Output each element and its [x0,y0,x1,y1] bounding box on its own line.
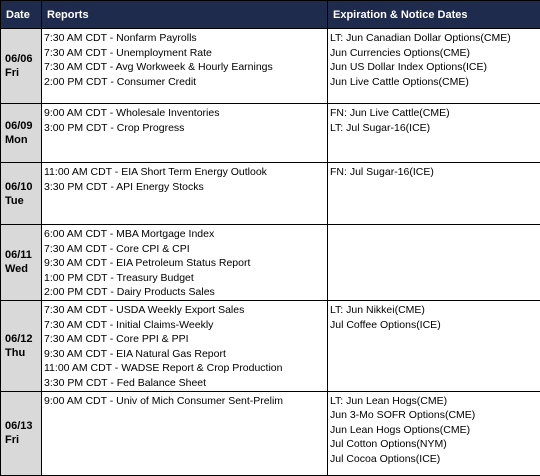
table-row [1,225,540,301]
expiration-item: Jul Coffee Options(ICE) [330,318,540,333]
header-date: Date [1,1,42,29]
expiration-item: Jun Live Cattle Options(CME) [330,75,540,90]
date-label: 06/09 [5,119,41,133]
weekday-label: Fri [5,433,41,447]
report-item: 9:30 AM CDT - EIA Petroleum Status Report [44,256,327,271]
expiration-item: LT: Jun Canadian Dollar Options(CME) [330,31,540,46]
reports-cell [42,163,328,225]
date-cell [1,29,42,104]
expiration-item: Jul Cotton Options(NYM) [330,437,540,452]
date-cell [1,300,42,391]
date-cell [1,391,42,475]
report-item: 11:00 AM CDT - EIA Short Term Energy Outlook [44,165,327,180]
expiration-item: FN: Jun Live Cattle(CME) [330,106,540,121]
report-item: 7:30 AM CDT - USDA Weekly Export Sales [44,303,327,318]
date-label: 06/06 [5,52,41,66]
reports-cell [42,391,328,475]
report-item: 7:30 AM CDT - Initial Claims-Weekly [44,318,327,333]
weekday-label: Thu [5,346,41,360]
table-row [1,29,540,104]
report-item: 3:30 PM CDT - API Energy Stocks [44,180,327,195]
weekday-label: Fri [5,66,41,80]
report-item: 7:30 AM CDT - Core PPI & PPI [44,332,327,347]
header-reports: Reports [42,1,328,29]
expiration-item: FN: Jul Sugar-16(ICE) [330,165,540,180]
report-item: 3:30 PM CDT - Fed Balance Sheet [44,376,327,391]
expiration-cell [328,300,540,391]
expiration-item: Jun US Dollar Index Options(ICE) [330,60,540,75]
expiration-item: Jun Lean Hogs Options(CME) [330,423,540,438]
reports-cell [42,104,328,163]
table-row [1,104,540,163]
weekday-label: Wed [5,262,41,276]
expiration-item: LT: Jul Sugar-16(ICE) [330,121,540,136]
expiration-cell [328,225,540,301]
weekday-label: Mon [5,133,41,147]
header-row [1,1,540,29]
expiration-item: LT: Jun Nikkei(CME) [330,303,540,318]
expiration-cell [328,391,540,475]
report-item: 3:00 PM CDT - Crop Progress [44,121,327,136]
report-item: 7:30 AM CDT - Unemployment Rate [44,46,327,61]
report-item: 9:00 AM CDT - Wholesale Inventories [44,106,327,121]
expiration-cell [328,29,540,104]
header-expiration: Expiration & Notice Dates [328,1,540,29]
report-item: 7:30 AM CDT - Avg Workweek & Hourly Earnings [44,60,327,75]
expiration-item: Jun 3-Mo SOFR Options(CME) [330,408,540,423]
weekday-label: Tue [5,194,41,208]
report-item: 1:00 PM CDT - Treasury Budget [44,271,327,286]
date-label: 06/11 [5,248,41,262]
reports-cell [42,29,328,104]
report-item: 9:30 AM CDT - EIA Natural Gas Report [44,347,327,362]
report-item: 11:00 AM CDT - WADSE Report & Crop Production [44,361,327,376]
table-row [1,300,540,391]
expiration-cell [328,163,540,225]
report-item: 7:30 AM CDT - Nonfarm Payrolls [44,31,327,46]
table-row [1,391,540,475]
date-cell [1,163,42,225]
report-item: 2:00 PM CDT - Dairy Products Sales [44,285,327,300]
date-label: 06/12 [5,332,41,346]
date-label: 06/10 [5,180,41,194]
expiration-cell [328,104,540,163]
report-item: 2:00 PM CDT - Consumer Credit [44,75,327,90]
expiration-item: Jul Cocoa Options(ICE) [330,452,540,467]
report-item: 9:00 AM CDT - Univ of Mich Consumer Sent-Prelim [44,394,327,409]
date-cell [1,104,42,163]
table-row [1,163,540,225]
report-item: 7:30 AM CDT - Core CPI & CPI [44,242,327,257]
expiration-item: LT: Jun Lean Hogs(CME) [330,394,540,409]
reports-cell [42,300,328,391]
date-cell [1,225,42,301]
report-item: 6:00 AM CDT - MBA Mortgage Index [44,227,327,242]
date-label: 06/13 [5,419,41,433]
reports-cell [42,225,328,301]
expiration-item: Jun Currencies Options(CME) [330,46,540,61]
